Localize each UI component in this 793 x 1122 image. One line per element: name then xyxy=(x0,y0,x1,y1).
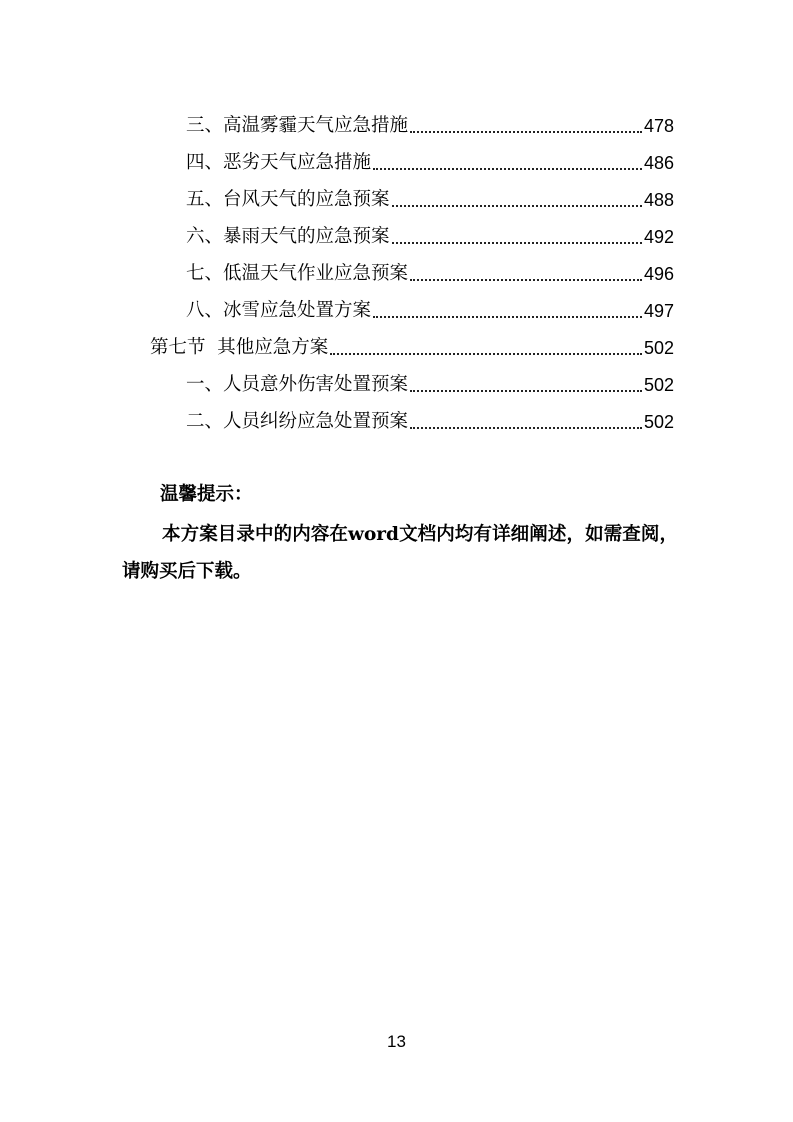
toc-entry-page: 496 xyxy=(643,264,674,284)
toc-entry[interactable] xyxy=(186,100,674,137)
toc-entry-title: 二、人员纠纷应急处置预案 xyxy=(186,411,409,432)
toc-leader-dots xyxy=(330,343,642,355)
toc-leader-dots xyxy=(392,232,642,244)
toc-entry[interactable] xyxy=(186,174,674,211)
toc-entry-page: 502 xyxy=(643,412,674,432)
toc-entry-page: 492 xyxy=(643,227,674,247)
toc-entry[interactable] xyxy=(186,137,674,174)
toc-leader-dots xyxy=(410,269,642,281)
toc-entry-title: 第七节 其他应急方案 xyxy=(150,337,329,358)
toc-leader-dots xyxy=(410,417,642,429)
toc-leader-dots xyxy=(410,380,642,392)
toc-leader-dots xyxy=(410,121,642,133)
toc-entry-title: 五、台风天气的应急预案 xyxy=(186,189,390,210)
toc-entry-page: 486 xyxy=(643,153,674,173)
toc-entry-page: 478 xyxy=(643,116,674,136)
toc-entry[interactable] xyxy=(186,211,674,248)
toc-entry-page: 497 xyxy=(643,301,674,321)
toc-entry-page: 502 xyxy=(643,338,674,358)
toc-leader-dots xyxy=(373,158,642,170)
toc-section-entry[interactable] xyxy=(150,322,674,359)
toc-leader-dots xyxy=(392,195,642,207)
toc-entry-title: 四、恶劣天气应急措施 xyxy=(186,152,372,173)
toc-entry-page: 502 xyxy=(643,375,674,395)
toc-entry[interactable] xyxy=(186,248,674,285)
toc-entry-title: 一、人员意外伤害处置预案 xyxy=(186,374,409,395)
note-paragraph: 本方案目录中的内容在word文档内均有详细阐述，如需查阅，请购买后下载。 xyxy=(122,524,678,582)
toc-leader-dots xyxy=(373,306,642,318)
toc-entry[interactable] xyxy=(186,396,674,433)
toc-entry-title: 三、高温雾霾天气应急措施 xyxy=(186,115,409,136)
note-heading: 温馨提示： xyxy=(160,484,253,505)
toc-entry[interactable] xyxy=(186,285,674,322)
toc-entry-title: 八、冰雪应急处置方案 xyxy=(186,300,372,321)
toc-entry[interactable] xyxy=(186,359,674,396)
toc-entry-title: 六、暴雨天气的应急预案 xyxy=(186,226,390,247)
page-number: 13 xyxy=(387,1032,406,1051)
toc-entry-page: 488 xyxy=(643,190,674,210)
toc-entry-title: 七、低温天气作业应急预案 xyxy=(186,263,409,284)
